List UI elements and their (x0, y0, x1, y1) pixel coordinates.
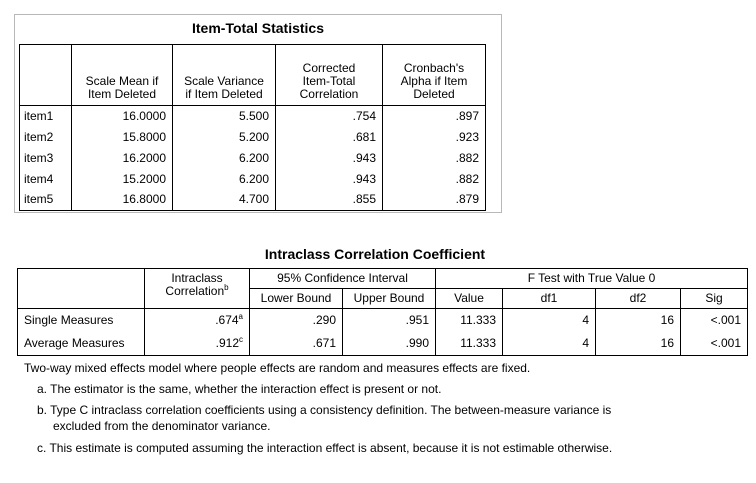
table-row (20, 106, 486, 127)
cell-corr: .943 (276, 148, 383, 169)
col-header-sig: Sig (681, 289, 748, 309)
row-label: Average Measures (18, 332, 145, 356)
cell-df2: 16 (596, 332, 681, 356)
cell-upper: .990 (343, 332, 436, 356)
icc-title: Intraclass Correlation Coefficient (264, 246, 486, 262)
item-total-statistics-table (19, 44, 486, 211)
col-header-corrected-correlation: Corrected Item-Total Correlation (276, 45, 383, 106)
col-header-confidence-interval: 95% Confidence Interval (250, 269, 436, 289)
table-row (18, 309, 748, 333)
item-total-statistics-title: Item-Total Statistics (192, 20, 324, 36)
cell-df2: 16 (596, 309, 681, 333)
footnote-b-line1: b. Type C intraclass correlation coefficients using a consistency definition. The between-measure variance is (37, 403, 612, 417)
table-row (20, 127, 486, 148)
col-header-df2: df2 (596, 289, 681, 309)
cell-lower: .671 (250, 332, 343, 356)
col-header-f-test: F Test with True Value 0 (436, 269, 748, 289)
col-header-scale-mean: Scale Mean if Item Deleted (72, 45, 173, 106)
cell-variance: 5.500 (173, 106, 276, 127)
cell-mean: 16.2000 (72, 148, 173, 169)
cell-mean: 16.0000 (72, 106, 173, 127)
cell-lower: .290 (250, 309, 343, 333)
cell-value: 11.333 (436, 332, 503, 356)
cell-icc: .674$^a$ (145, 309, 250, 333)
cell-upper: .951 (343, 309, 436, 333)
cell-variance: 4.700 (173, 190, 276, 211)
table-row (18, 332, 748, 356)
corner-cell (20, 45, 72, 106)
cell-alpha: .882 (383, 169, 486, 190)
cell-sig: <.001 (681, 332, 748, 356)
col-header-value: Value (436, 289, 503, 309)
col-header-upper-bound: Upper Bound (343, 289, 436, 309)
table-row (20, 190, 486, 211)
col-header-scale-variance: Scale Variance if Item Deleted (173, 45, 276, 106)
cell-sig: <.001 (681, 309, 748, 333)
icc-table (17, 268, 748, 356)
table-row (20, 148, 486, 169)
cell-variance: 6.200 (173, 169, 276, 190)
cell-df1: 4 (503, 309, 596, 333)
col-header-cronbach-alpha: Cronbach's Alpha if Item Deleted (383, 45, 486, 106)
cell-alpha: .923 (383, 127, 486, 148)
cell-corr: .855 (276, 190, 383, 211)
cell-mean: 15.8000 (72, 127, 173, 148)
row-label: item5 (20, 190, 72, 211)
cell-icc: .912$^c$ (145, 332, 250, 356)
cell-corr: .943 (276, 169, 383, 190)
corner-cell (18, 269, 145, 309)
footnote-a: a. The estimator is the same, whether the interaction effect is present or not. (37, 382, 442, 396)
cell-mean: 15.2000 (72, 169, 173, 190)
col-header-icc: Intraclass Correlation$^b$ (145, 269, 250, 309)
row-label: item3 (20, 148, 72, 169)
col-header-lower-bound: Lower Bound (250, 289, 343, 309)
col-header-df1: df1 (503, 289, 596, 309)
cell-alpha: .879 (383, 190, 486, 211)
cell-variance: 6.200 (173, 148, 276, 169)
row-label: item2 (20, 127, 72, 148)
cell-value: 11.333 (436, 309, 503, 333)
cell-alpha: .897 (383, 106, 486, 127)
cell-variance: 5.200 (173, 127, 276, 148)
row-label: Single Measures (18, 309, 145, 333)
cell-mean: 16.8000 (72, 190, 173, 211)
footnote-b-line2: excluded from the denominator variance. (53, 419, 271, 433)
row-label: item4 (20, 169, 72, 190)
table-row (20, 169, 486, 190)
cell-corr: .681 (276, 127, 383, 148)
footnote-c: c. This estimate is computed assuming the interaction effect is absent, because it is not estimable otherwise. (37, 441, 613, 455)
cell-df1: 4 (503, 332, 596, 356)
footnote-model: Two-way mixed effects model where people effects are random and measures effects are fixed. (24, 361, 531, 375)
cell-corr: .754 (276, 106, 383, 127)
cell-alpha: .882 (383, 148, 486, 169)
row-label: item1 (20, 106, 72, 127)
